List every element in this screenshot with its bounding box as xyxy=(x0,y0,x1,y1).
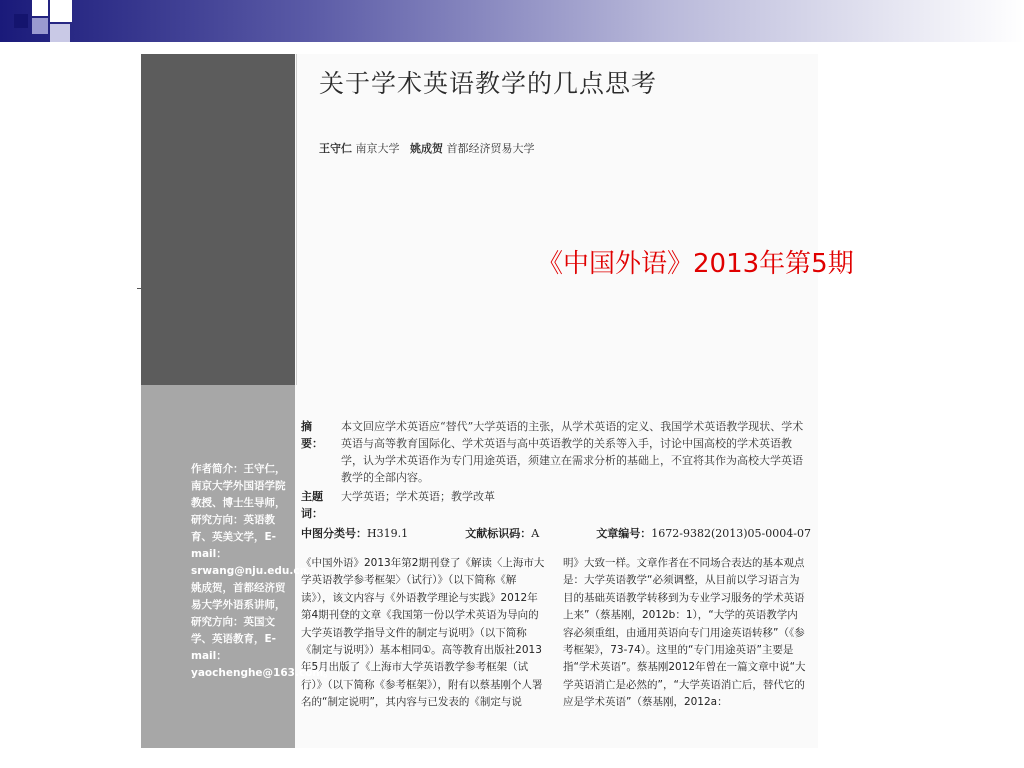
author-name: 姚成贺 xyxy=(410,142,443,155)
decor-square xyxy=(14,14,28,28)
author-line xyxy=(319,140,535,156)
keywords-row xyxy=(301,488,811,522)
author-affiliation: 南京大学 xyxy=(355,142,400,155)
body-text-left: 《中国外语》2013年第2期刊登了《解读〈上海市大学英语教学参考框架〉（试行）》（以下简称《解读》），该文内容与《外语教学理论与实践》2012年第4期刊登的文章《我国第一份以学术英语为导向的大学英语教学指导文件的制定与说明》（以下简称《制定与说明》）基本相同①。高等教育出版社2013年5月出版了《上海市大学英语教学参考框架（试行）》（以下简称《参考框架》），附有以蔡基刚个人署名的“制定说明”，其内容与已发表的《制定与说 xyxy=(301,557,545,709)
clc-field: 中图分类号：H319.1 xyxy=(301,527,409,540)
slide-header-band xyxy=(0,0,1024,42)
author-affiliation: 首都经济贸易大学 xyxy=(446,142,535,155)
classification-row xyxy=(301,525,811,541)
keywords-text: 大学英语；学术英语；教学改革 xyxy=(341,490,495,503)
author-name: 王守仁 xyxy=(319,142,352,155)
decor-square xyxy=(50,24,70,42)
article-title: 关于学术英语教学的几点思考 xyxy=(319,69,658,98)
author-intro: 作者简介：王守仁，南京大学外国语学院教授、博士生导师，研究方向：英语教育、英美文学，E-mail：srwang@nju.edu.cn。姚成贺，首都经济贸易大学外语系讲师，研究方向：英国文学、英语教育，E-mail：yaochenghe@163.com。 xyxy=(191,463,334,679)
abstract-label: 摘 要： xyxy=(301,420,323,450)
body-text-right: 明》大致一样。文章作者在不同场合表达的基本观点是：大学英语教学“必须调整，从目前以学习语言为目的基础英语教学转移到为专业学习服务的学术英语上来”（蔡基刚，2012b：1），“大学的英语教学内容必须重组，由通用英语向专门用途英语转移”（《参考框架》，73-74）。这里的“专门用途英语”主要是指“学术英语”。蔡基刚2012年曾在一篇文章中说“大学英语消亡是必然的”，“大学英语消亡后，替代它的应是学术英语”（蔡基刚，2012a： xyxy=(563,557,806,709)
abstract-text: 本文回应学术英语应“替代”大学英语的主张，从学术英语的定义、我国学术英语教学现状、学术英语与高等教育国际化、学术英语与高中英语教学的关系等入手，讨论中国高校的学术英语教学，认为学术英语作为专门用途英语，须建立在需求分析的基础上，不宜将其作为高校大学英语教学的全部内容。 xyxy=(341,420,804,484)
decor-square xyxy=(32,0,48,16)
article-scan xyxy=(141,54,818,748)
abstract-row xyxy=(301,418,811,486)
article-no-field: 文章编号：1672-9382(2013)05-0004-07 xyxy=(596,527,811,540)
dark-side-block xyxy=(141,54,295,385)
decor-square xyxy=(32,18,48,34)
journal-caption: 《中国外语》2013年第5期 xyxy=(537,249,854,279)
keywords-label: 主题词： xyxy=(301,490,323,520)
decor-square xyxy=(50,0,72,22)
doc-code-field: 文献标识码：A xyxy=(465,527,540,540)
divider-line xyxy=(296,54,297,385)
abstract-section xyxy=(301,418,811,522)
